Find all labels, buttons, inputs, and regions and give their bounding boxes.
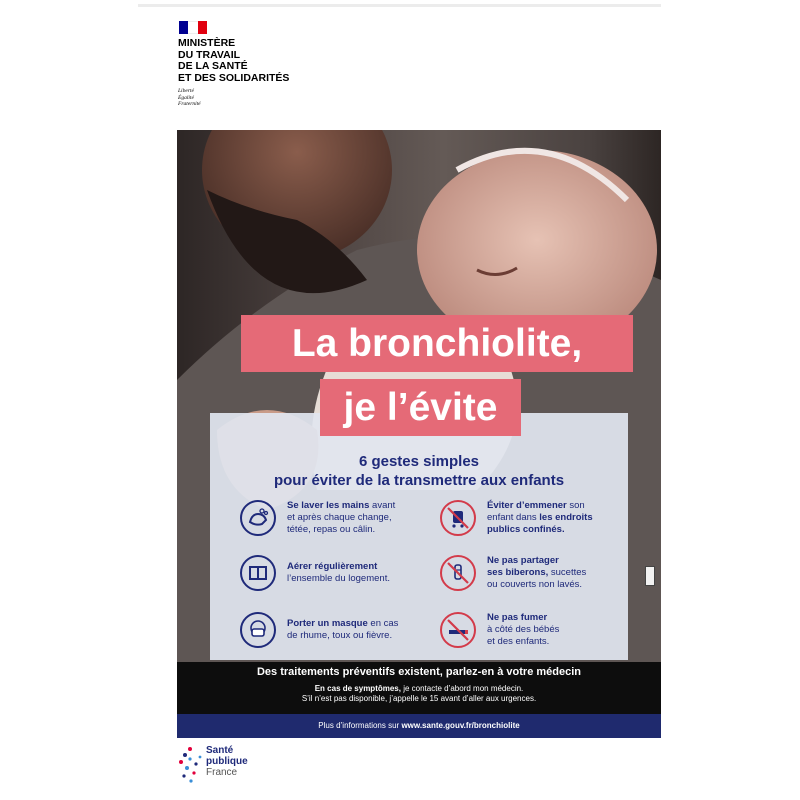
motto-line: Fraternité xyxy=(178,101,201,107)
footer-headline: Des traitements préventifs existent, parlez-en à votre médecin xyxy=(256,666,581,678)
gesture-rest: à côté des bébés xyxy=(487,624,560,635)
gesture-no-sharing xyxy=(440,555,586,591)
spf-wordmark xyxy=(206,745,248,778)
hand-washing-icon xyxy=(240,500,276,536)
gesture-rest: tétée, repas ou câlin. xyxy=(287,524,376,535)
gesture-ventilate xyxy=(240,555,390,591)
gesture-bold: Se laver les mains xyxy=(287,500,370,511)
face-mask-icon xyxy=(240,612,276,648)
no-smoking-icon xyxy=(440,612,476,648)
subtitle-line: 6 gestes simples xyxy=(358,453,480,470)
gesture-bold: Aérer régulièrement xyxy=(287,561,378,572)
pregnancy-warning-badge xyxy=(645,566,655,586)
ministry-line: DU TRAVAIL xyxy=(178,48,241,61)
gesture-bold: publics confinés. xyxy=(487,524,565,535)
gesture-rest: de rhume, toux ou fièvre. xyxy=(287,630,393,641)
gesture-no-smoking xyxy=(440,612,559,648)
gesture-bold: Ne pas fumer xyxy=(487,612,548,623)
ministry-line: ET DES SOLIDARITÉS xyxy=(178,71,290,84)
gesture-bold: les endroits xyxy=(539,512,593,523)
gesture-rest: et après chaque change, xyxy=(287,512,392,523)
motto-line: Liberté xyxy=(178,88,194,94)
poster-title-line2: je l’évite xyxy=(320,379,521,436)
spf-dots-logo xyxy=(178,745,206,785)
gesture-text xyxy=(287,561,390,585)
treatment-band xyxy=(177,662,661,714)
gesture-rest: sucettes xyxy=(548,567,587,578)
gesture-rest: son xyxy=(566,500,585,511)
gesture-text xyxy=(487,500,593,536)
gesture-text xyxy=(287,500,395,536)
gesture-bold: Porter un masque xyxy=(287,618,368,629)
no-stroller-icon xyxy=(440,500,476,536)
poster-title-line1: La bronchiolite, xyxy=(241,315,633,372)
gesture-text xyxy=(487,612,559,648)
gesture-text xyxy=(487,555,586,591)
subtitle-line: pour éviter de la transmettre aux enfants xyxy=(273,472,565,489)
ministry-line: DE LA SANTÉ xyxy=(178,60,248,72)
footer-rest: je contacte d’abord mon médecin. xyxy=(400,684,524,693)
gesture-bold: Ne pas partager xyxy=(487,555,559,566)
gesture-rest: ou couverts non lavés. xyxy=(487,579,583,590)
gesture-mask xyxy=(240,612,398,648)
footer-line: S’il n’est pas disponible, j’appelle le 15 avant d’aller aux urgences. xyxy=(301,694,537,703)
ministry-name xyxy=(178,38,289,84)
gesture-text xyxy=(287,618,398,642)
gesture-rest: et des enfants. xyxy=(487,636,550,647)
marianne-flag-logo xyxy=(179,21,207,34)
gesture-rest: en cas xyxy=(367,618,399,629)
poster-subtitle xyxy=(210,452,628,490)
gesture-bold: ses biberons, xyxy=(487,567,549,578)
footer-bold: En cas de symptômes, xyxy=(314,684,401,693)
no-bottle-sharing-icon xyxy=(440,555,476,591)
gesture-wash-hands xyxy=(240,500,395,536)
gesture-bold: Éviter d’emmener xyxy=(487,500,567,511)
gesture-rest: enfant dans xyxy=(487,512,540,523)
republic-motto xyxy=(178,88,201,108)
info-url-link[interactable]: www.sante.gouv.fr/bronchiolite xyxy=(401,721,520,730)
ministry-line: MINISTÈRE xyxy=(178,37,236,49)
info-band xyxy=(177,714,661,738)
spf-line: publique xyxy=(206,756,248,767)
spf-line: France xyxy=(206,767,238,778)
gesture-rest: l’ensemble du logement. xyxy=(287,573,390,584)
footer-instructions xyxy=(177,684,661,704)
gesture-avoid-public-places xyxy=(440,500,593,536)
motto-line: Égalité xyxy=(178,94,194,101)
page-top-border xyxy=(138,4,661,7)
info-prefix: Plus d’informations sur xyxy=(318,721,402,730)
spf-line: Santé xyxy=(206,745,234,756)
window-ventilation-icon xyxy=(240,555,276,591)
gesture-rest: avant xyxy=(369,500,396,511)
